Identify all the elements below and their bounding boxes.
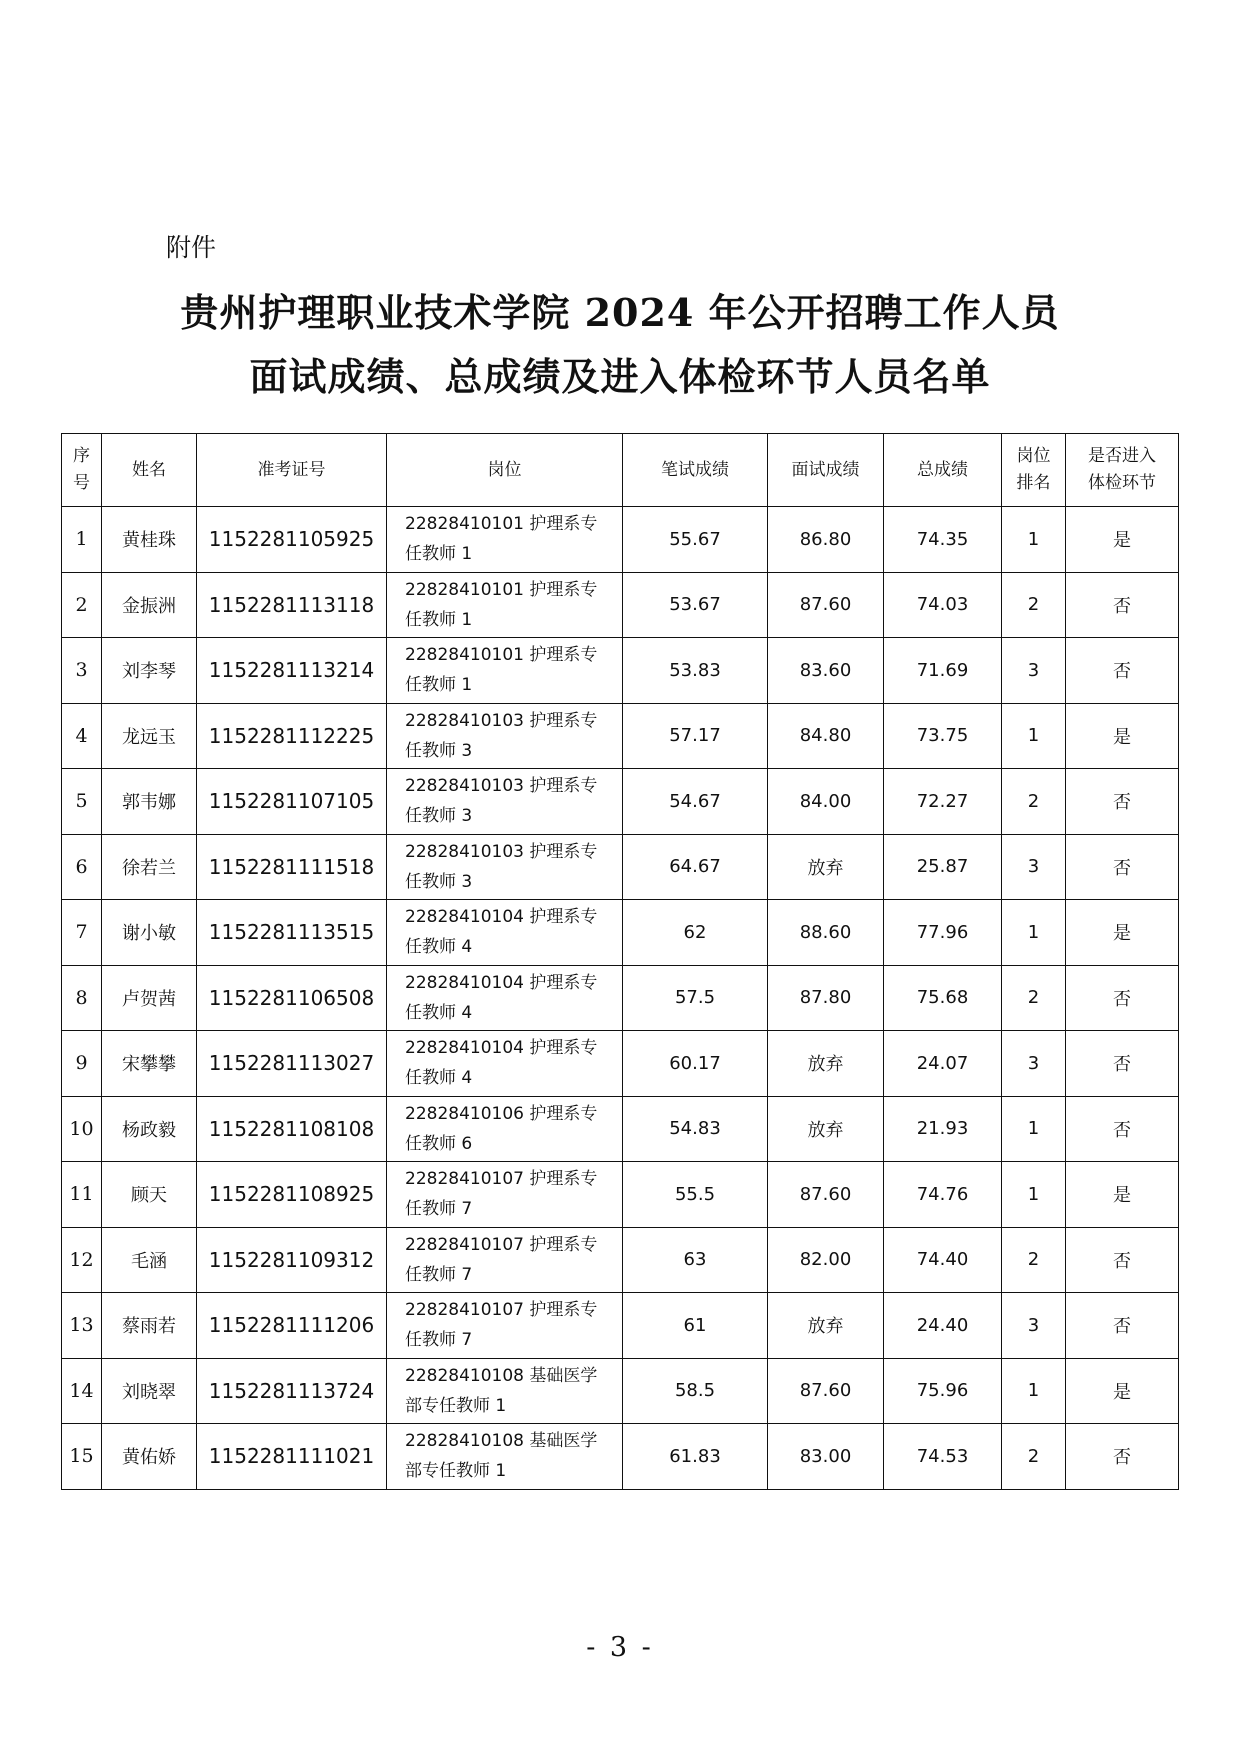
- table-row: [62, 1096, 1179, 1162]
- cell-written-score: 53.83: [623, 638, 768, 704]
- header-post: 岗位: [387, 434, 623, 507]
- cell-physical-exam: 否: [1066, 965, 1179, 1031]
- cell-post: 22828410101 护理系专任教师 1: [387, 507, 623, 573]
- table-row: [62, 507, 1179, 573]
- cell-name: 毛涵: [102, 1227, 197, 1293]
- table-row: [62, 1293, 1179, 1359]
- cell-physical-exam: 是: [1066, 703, 1179, 769]
- document-title-line-1: 贵州护理职业技术学院 2024 年公开招聘工作人员: [180, 290, 1060, 335]
- cell-interview-score: 86.80: [768, 507, 884, 573]
- cell-total-score: 72.27: [884, 769, 1002, 835]
- cell-seq: 11: [62, 1162, 102, 1228]
- header-row: [62, 434, 1179, 507]
- cell-post-rank: 1: [1002, 1358, 1066, 1424]
- cell-seq: 9: [62, 1031, 102, 1097]
- cell-interview-score: 放弃: [768, 1096, 884, 1162]
- cell-name: 黄桂珠: [102, 507, 197, 573]
- cell-exam-id: 1152281105925: [197, 507, 387, 573]
- table-row: [62, 1358, 1179, 1424]
- cell-total-score: 77.96: [884, 900, 1002, 966]
- cell-interview-score: 放弃: [768, 834, 884, 900]
- cell-written-score: 54.67: [623, 769, 768, 835]
- header-exam-id: 准考证号: [197, 434, 387, 507]
- cell-post-rank: 2: [1002, 769, 1066, 835]
- cell-name: 徐若兰: [102, 834, 197, 900]
- cell-name: 卢贺茜: [102, 965, 197, 1031]
- cell-interview-score: 放弃: [768, 1031, 884, 1097]
- cell-seq: 6: [62, 834, 102, 900]
- cell-written-score: 57.5: [623, 965, 768, 1031]
- cell-total-score: 71.69: [884, 638, 1002, 704]
- table-row: [62, 1227, 1179, 1293]
- cell-total-score: 75.68: [884, 965, 1002, 1031]
- cell-total-score: 74.03: [884, 572, 1002, 638]
- cell-name: 顾天: [102, 1162, 197, 1228]
- cell-interview-score: 84.80: [768, 703, 884, 769]
- cell-post-rank: 1: [1002, 1162, 1066, 1228]
- cell-physical-exam: 否: [1066, 834, 1179, 900]
- cell-seq: 14: [62, 1358, 102, 1424]
- cell-written-score: 54.83: [623, 1096, 768, 1162]
- attachment-label: 附件: [166, 233, 217, 262]
- cell-interview-score: 87.60: [768, 1358, 884, 1424]
- cell-exam-id: 1152281113027: [197, 1031, 387, 1097]
- cell-total-score: 74.76: [884, 1162, 1002, 1228]
- cell-physical-exam: 否: [1066, 572, 1179, 638]
- header-seq: 序号: [62, 434, 102, 507]
- cell-post-rank: 1: [1002, 1096, 1066, 1162]
- cell-physical-exam: 是: [1066, 1358, 1179, 1424]
- cell-written-score: 61: [623, 1293, 768, 1359]
- cell-seq: 2: [62, 572, 102, 638]
- cell-seq: 8: [62, 965, 102, 1031]
- cell-interview-score: 82.00: [768, 1227, 884, 1293]
- cell-interview-score: 87.60: [768, 572, 884, 638]
- header-name: 姓名: [102, 434, 197, 507]
- cell-post-rank: 2: [1002, 572, 1066, 638]
- cell-total-score: 74.35: [884, 507, 1002, 573]
- cell-total-score: 24.40: [884, 1293, 1002, 1359]
- header-physical-exam: 是否进入体检环节: [1066, 434, 1179, 507]
- cell-name: 杨政毅: [102, 1096, 197, 1162]
- cell-total-score: 25.87: [884, 834, 1002, 900]
- cell-post-rank: 2: [1002, 965, 1066, 1031]
- cell-exam-id: 1152281108925: [197, 1162, 387, 1228]
- cell-total-score: 74.40: [884, 1227, 1002, 1293]
- cell-name: 刘李琴: [102, 638, 197, 704]
- cell-interview-score: 放弃: [768, 1293, 884, 1359]
- cell-interview-score: 87.60: [768, 1162, 884, 1228]
- cell-written-score: 55.67: [623, 507, 768, 573]
- cell-name: 蔡雨若: [102, 1293, 197, 1359]
- cell-exam-id: 1152281111021: [197, 1424, 387, 1490]
- cell-written-score: 61.83: [623, 1424, 768, 1490]
- cell-written-score: 53.67: [623, 572, 768, 638]
- cell-physical-exam: 否: [1066, 769, 1179, 835]
- cell-post: 22828410108 基础医学部专任教师 1: [387, 1358, 623, 1424]
- table-header: [62, 434, 1179, 507]
- header-post-rank: 岗位排名: [1002, 434, 1066, 507]
- cell-name: 龙远玉: [102, 703, 197, 769]
- cell-seq: 1: [62, 507, 102, 573]
- cell-exam-id: 1152281113515: [197, 900, 387, 966]
- cell-physical-exam: 否: [1066, 638, 1179, 704]
- cell-interview-score: 83.00: [768, 1424, 884, 1490]
- cell-post: 22828410101 护理系专任教师 1: [387, 638, 623, 704]
- cell-total-score: 74.53: [884, 1424, 1002, 1490]
- cell-name: 郭韦娜: [102, 769, 197, 835]
- cell-post-rank: 1: [1002, 703, 1066, 769]
- cell-post-rank: 3: [1002, 1293, 1066, 1359]
- cell-total-score: 73.75: [884, 703, 1002, 769]
- cell-written-score: 55.5: [623, 1162, 768, 1228]
- cell-post: 22828410103 护理系专任教师 3: [387, 769, 623, 835]
- cell-name: 谢小敏: [102, 900, 197, 966]
- header-written-score: 笔试成绩: [623, 434, 768, 507]
- cell-post-rank: 1: [1002, 507, 1066, 573]
- cell-post: 22828410108 基础医学部专任教师 1: [387, 1424, 623, 1490]
- cell-exam-id: 1152281111518: [197, 834, 387, 900]
- cell-written-score: 58.5: [623, 1358, 768, 1424]
- cell-post: 22828410103 护理系专任教师 3: [387, 834, 623, 900]
- cell-interview-score: 87.80: [768, 965, 884, 1031]
- table-row: [62, 1031, 1179, 1097]
- cell-post-rank: 3: [1002, 1031, 1066, 1097]
- cell-written-score: 60.17: [623, 1031, 768, 1097]
- cell-physical-exam: 否: [1066, 1227, 1179, 1293]
- cell-written-score: 63: [623, 1227, 768, 1293]
- cell-post: 22828410107 护理系专任教师 7: [387, 1162, 623, 1228]
- cell-interview-score: 83.60: [768, 638, 884, 704]
- document-title-line-2: 面试成绩、总成绩及进入体检环节人员名单: [249, 354, 991, 399]
- page-number: - 3 -: [586, 1632, 654, 1663]
- cell-seq: 3: [62, 638, 102, 704]
- cell-physical-exam: 否: [1066, 1031, 1179, 1097]
- cell-exam-id: 1152281111206: [197, 1293, 387, 1359]
- cell-post: 22828410103 护理系专任教师 3: [387, 703, 623, 769]
- cell-name: 金振洲: [102, 572, 197, 638]
- cell-seq: 7: [62, 900, 102, 966]
- cell-seq: 13: [62, 1293, 102, 1359]
- table-row: [62, 703, 1179, 769]
- cell-exam-id: 1152281108108: [197, 1096, 387, 1162]
- cell-post-rank: 1: [1002, 900, 1066, 966]
- table-row: [62, 638, 1179, 704]
- cell-exam-id: 1152281112225: [197, 703, 387, 769]
- cell-exam-id: 1152281109312: [197, 1227, 387, 1293]
- cell-physical-exam: 否: [1066, 1096, 1179, 1162]
- table-row: [62, 834, 1179, 900]
- header-interview-score: 面试成绩: [768, 434, 884, 507]
- cell-post: 22828410104 护理系专任教师 4: [387, 900, 623, 966]
- cell-exam-id: 1152281113118: [197, 572, 387, 638]
- cell-exam-id: 1152281106508: [197, 965, 387, 1031]
- cell-post: 22828410101 护理系专任教师 1: [387, 572, 623, 638]
- cell-post: 22828410107 护理系专任教师 7: [387, 1293, 623, 1359]
- table-row: [62, 572, 1179, 638]
- cell-interview-score: 88.60: [768, 900, 884, 966]
- cell-total-score: 75.96: [884, 1358, 1002, 1424]
- cell-seq: 10: [62, 1096, 102, 1162]
- cell-seq: 4: [62, 703, 102, 769]
- cell-seq: 15: [62, 1424, 102, 1490]
- cell-physical-exam: 是: [1066, 1162, 1179, 1228]
- table-row: [62, 900, 1179, 966]
- table-body: [62, 507, 1179, 1490]
- cell-written-score: 57.17: [623, 703, 768, 769]
- cell-physical-exam: 否: [1066, 1293, 1179, 1359]
- cell-post-rank: 2: [1002, 1227, 1066, 1293]
- cell-seq: 5: [62, 769, 102, 835]
- cell-name: 黄佑娇: [102, 1424, 197, 1490]
- cell-exam-id: 1152281107105: [197, 769, 387, 835]
- table-row: [62, 1424, 1179, 1490]
- table-row: [62, 769, 1179, 835]
- cell-post: 22828410104 护理系专任教师 4: [387, 965, 623, 1031]
- cell-exam-id: 1152281113724: [197, 1358, 387, 1424]
- cell-seq: 12: [62, 1227, 102, 1293]
- cell-interview-score: 84.00: [768, 769, 884, 835]
- cell-physical-exam: 否: [1066, 1424, 1179, 1490]
- cell-exam-id: 1152281113214: [197, 638, 387, 704]
- cell-physical-exam: 是: [1066, 900, 1179, 966]
- cell-name: 宋攀攀: [102, 1031, 197, 1097]
- cell-written-score: 64.67: [623, 834, 768, 900]
- cell-post-rank: 2: [1002, 1424, 1066, 1490]
- cell-total-score: 21.93: [884, 1096, 1002, 1162]
- cell-post: 22828410106 护理系专任教师 6: [387, 1096, 623, 1162]
- results-table: [61, 433, 1179, 1490]
- cell-written-score: 62: [623, 900, 768, 966]
- cell-total-score: 24.07: [884, 1031, 1002, 1097]
- cell-post-rank: 3: [1002, 834, 1066, 900]
- cell-post: 22828410104 护理系专任教师 4: [387, 1031, 623, 1097]
- cell-post-rank: 3: [1002, 638, 1066, 704]
- cell-physical-exam: 是: [1066, 507, 1179, 573]
- cell-post: 22828410107 护理系专任教师 7: [387, 1227, 623, 1293]
- table-row: [62, 1162, 1179, 1228]
- cell-name: 刘晓翠: [102, 1358, 197, 1424]
- table-row: [62, 965, 1179, 1031]
- header-total-score: 总成绩: [884, 434, 1002, 507]
